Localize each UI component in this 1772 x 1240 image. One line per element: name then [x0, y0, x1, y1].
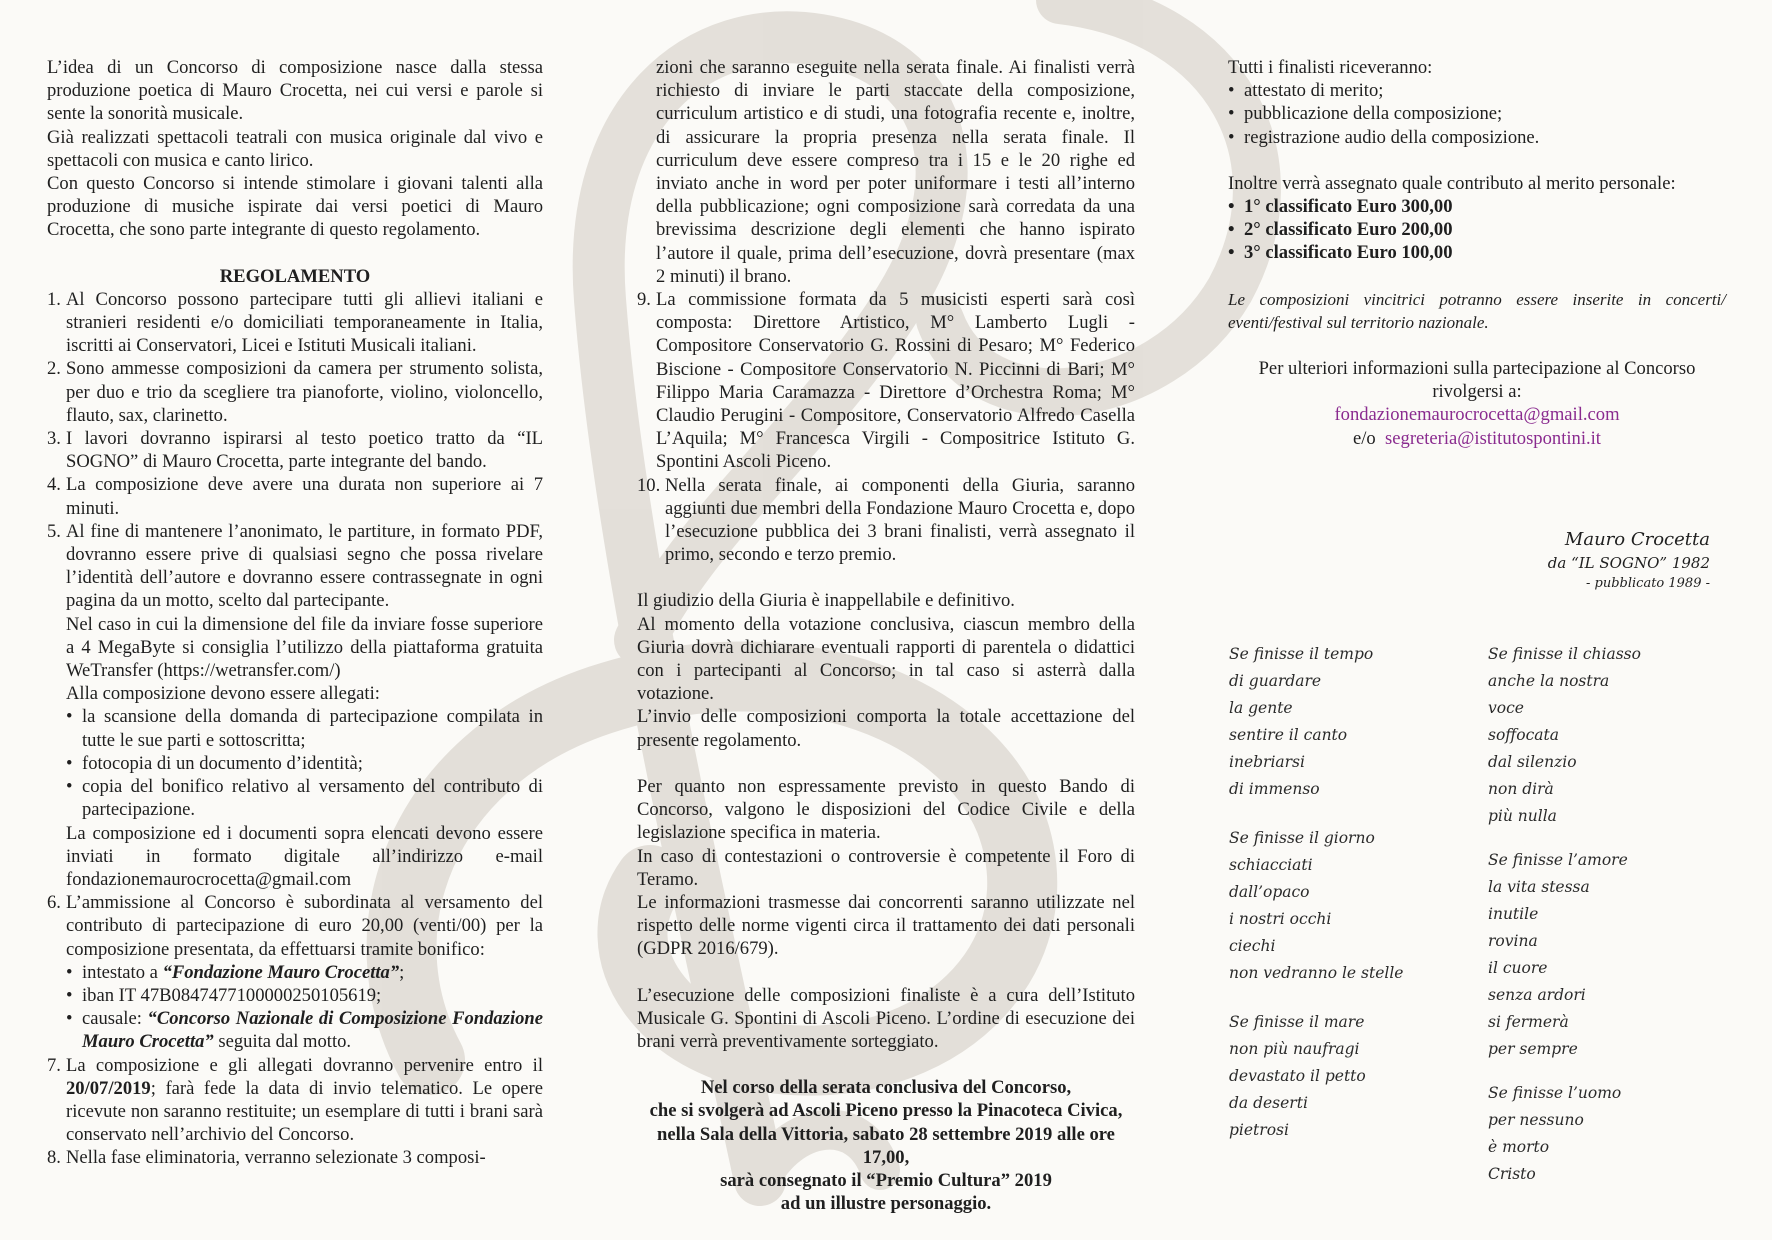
poem-column-right: [1488, 641, 1641, 1205]
list-item: • pubblicazione della composizione;: [1228, 103, 1503, 125]
rule-item: 9. La commissione formata da 5 musicisti esperti sarà così composta: Direttore Artistico, M° Lamberto Lugli - Compositore Conservatorio G. Rossini di Pesaro; M° Federico Biscione - Compositore Conservatorio N. Piccinni di Bari; M° Filippo Maria Caramazza - Direttore d’Orchestra Roma; M° Claudio Perugini - Compositore, Conservatorio Alfredo Casella L’Aquila; M° Francesca Virgili - Compositrice Istituto G. Spontini Ascoli Piceno.: [637, 289, 1135, 473]
poem-author: Mauro Crocetta: [1564, 529, 1710, 550]
list-item: • la scansione della domanda di partecipazione compilata in tutte le sue parti e sottoscritta;: [66, 706, 543, 751]
closing-announcement: Nel corso della serata conclusiva del Concorso, che si svolgerà ad Ascoli Piceno presso la Pinacoteca Civica, nella Sala della Vittoria, sabato 28 settembre 2019 alle ore 17,00, sarà consegnato il “Premio Cultura” 2019 ad un illustre personaggio.: [649, 1077, 1123, 1215]
list-item: • iban IT 47B0847477100000250105619;: [66, 984, 382, 1006]
poem-column-left: [1229, 641, 1403, 1161]
intro-paragraph: L’idea di un Concorso di composizione nasce dalla stessa produzione poetica di Mauro Crocetta, nei cui versi e parole si sente la sonorità musicale.: [47, 57, 543, 125]
rule-item: 8. Nella fase eliminatoria, verranno selezionate 3 composi-: [47, 1147, 486, 1169]
paragraph: Il giudizio della Giuria è inappellabile e definitivo.: [637, 590, 1015, 612]
paragraph: L’invio delle composizioni comporta la totale accettazione del presente regolamento.: [637, 706, 1135, 751]
email-link-segreteria[interactable]: segreteria@istitutospontini.it: [1385, 427, 1601, 449]
info-line: rivolgersi a:: [1432, 381, 1522, 403]
poem-stanza: Se finisse il tempo di guardare la gente sentire il canto inebriarsi di immenso: [1229, 645, 1374, 798]
list-item: • causale: “Concorso Nazionale di Composizione Fondazione Mauro Crocetta” seguita dal motto.: [66, 1008, 543, 1053]
list-item: • copia del bonifico relativo al versamento del contributo di partecipazione.: [66, 776, 543, 821]
poem-credit: [1480, 528, 1710, 594]
poem-stanza: Se finisse l’amore la vita stessa inutile rovina il cuore senza ardori si fermerà per sempre: [1488, 851, 1628, 1058]
paragraph: Al momento della votazione conclusiva, ciascun membro della Giuria dovrà dichiarare eventuali rapporti di parentela o didattici con i partecipanti al Concorso; in tal caso si asterrà dalla votazione.: [637, 613, 1135, 705]
regolamento-heading: REGOLAMENTO: [219, 265, 371, 287]
poem-published: - pubblicato 1989 -: [1585, 576, 1710, 591]
email-line: e/o segreteria@istitutospontini.it: [1353, 427, 1601, 449]
finalists-list: [1228, 79, 1726, 149]
list-item: • fotocopia di un documento d’identità;: [66, 752, 363, 774]
poem-stanza: Se finisse l’uomo per nessuno è morto Cristo: [1488, 1084, 1622, 1183]
winners-note: Le composizioni vincitrici potranno essere inserite in concerti/ eventi/festival sul territorio nazionale.: [1228, 289, 1726, 332]
rule-item: 5. Al fine di mantenere l’anonimato, le partiture, in formato PDF, dovranno essere prive di qualsiasi segno che possa rivelare l’identità dell’autore e dovranno essere contrassegnate in ogni pagina da un motto, scelto dal partecipante. Nel caso in cui la dimensione del file da inviare fosse superiore a 4 MegaByte si consiglia l’utilizzo della piattaforma gratuita WeTransfer (https://wetransfer.com/) Alla composizione devono essere allegati: • la scansione della domanda di partecipazione compilata in tutte le sue parti e sottoscritta; • fotocopia di un documento d’identità; • copia del bonifico relativo al versamento del contributo di partecipazione. La composizione ed i documenti sopra elencati devono essere inviati in formato digitale all’indirizzo e-mail fondazionemaurocrocetta@gmail.com: [47, 520, 543, 890]
rules-list-continued: [637, 56, 1135, 566]
paragraph: Per quanto non espressamente previsto in questo Bando di Concorso, valgono le disposizioni del Codice Civile e della legislazione specifica in materia.: [637, 775, 1135, 844]
paragraph: L’esecuzione delle composizioni finaliste è a cura dell’Istituto Musicale G. Spontini di Ascoli Piceno. L’ordine di esecuzione dei brani verrà preventivamente sorteggiato.: [637, 984, 1135, 1052]
list-item: • 1° classificato Euro 300,00: [1228, 196, 1453, 218]
list-item: • registrazione audio della composizione.: [1228, 126, 1540, 148]
rule-item: 1. Al Concorso possono partecipare tutti gli allievi italiani e stranieri residenti e/o domiciliati temporaneamente in Italia, iscritti ai Conservatori, Licei e Istituti Musicali italiani.: [47, 288, 543, 357]
payment-list: [66, 961, 543, 1054]
intro-paragraph: Con questo Concorso si intende stimolare i giovani talenti alla produzione di musiche ispirate dai versi poetici di Mauro Crocetta, che sono parte integrante di questo regolamento.: [47, 173, 543, 241]
list-item: • 3° classificato Euro 100,00: [1228, 242, 1453, 264]
rule-item: 7. La composizione e gli allegati dovranno pervenire entro il 20/07/2019; farà fede la data di invio telematico. Le opere ricevute non saranno restituite; un esemplare di tutti i brani sarà conservato nell’archivio del Concorso.: [47, 1054, 543, 1146]
rule-item: 3. I lavori dovranno ispirarsi al testo poetico tratto da “IL SOGNO” di Mauro Crocetta, parte integrante del bando.: [47, 428, 543, 473]
paragraph: Le informazioni trasmesse dai concorrenti saranno utilizzate nel rispetto delle norme vigenti circa il trattamento dei dati personali (GDPR 2016/679).: [637, 891, 1135, 960]
rules-list: [47, 288, 543, 1170]
poem-stanza: Se finisse il giorno schiacciati dall’opaco i nostri occhi ciechi non vedranno le stelle: [1229, 829, 1404, 982]
list-item: • 2° classificato Euro 200,00: [1228, 219, 1453, 241]
email-link-fondazione[interactable]: fondazionemaurocrocetta@gmail.com: [1334, 404, 1620, 426]
paragraph: In caso di contestazioni o controversie è competente il Foro di Teramo.: [637, 845, 1135, 890]
intro-paragraph: Già realizzati spettacoli teatrali con musica originale dal vivo e spettacoli con musica e canto lirico.: [47, 126, 543, 171]
list-item: • attestato di merito;: [1228, 80, 1384, 102]
rule-item: 6. L’ammissione al Concorso è subordinata al versamento del contributo di partecipazione di euro 20,00 (venti/00) per la composizione presentata, da effettuarsi tramite bonifico: • intestato a “Fondazione Mauro Crocetta”; • iban IT 47B0847477100000250105619; • causale: “Concorso Nazionale di Composizione Fondazione Mauro Crocetta” seguita dal motto.: [47, 892, 543, 1053]
poem-source: da “IL SOGNO” 1982: [1547, 554, 1710, 572]
poem-stanza: Se finisse il mare non più naufragi devastato il petto da deserti pietrosi: [1229, 1013, 1366, 1139]
finalists-intro: Tutti i finalisti riceveranno:: [1228, 57, 1433, 78]
rule-item: 10. Nella serata finale, ai componenti della Giuria, saranno aggiunti due membri della Fondazione Mauro Crocetta e, dopo l’esecuzione pubblica dei 3 brani finalisti, verrà assegnato il primo, secondo e terzo premio.: [637, 474, 1135, 566]
prizes-list: [1228, 195, 1726, 265]
prizes-intro: Inoltre verrà assegnato quale contributo al merito personale:: [1228, 172, 1676, 194]
column-middle: [637, 56, 1135, 1215]
list-item: • intestato a “Fondazione Mauro Crocetta”;: [66, 961, 405, 983]
column-right: [1228, 56, 1726, 450]
poem-stanza: Se finisse il chiasso anche la nostra voce soffocata dal silenzio non dirà più nulla: [1488, 645, 1641, 825]
rule-item: 4. La composizione deve avere una durata non superiore ai 7 minuti.: [47, 474, 543, 519]
attachments-list: [66, 705, 543, 821]
info-line: Per ulteriori informazioni sulla partecipazione al Concorso: [1258, 358, 1696, 380]
rule-item: 2. Sono ammesse composizioni da camera per strumento solista, per duo e trio da scegliere tra pianoforte, violino, violoncello, flauto, sax, clarinetto.: [47, 358, 543, 426]
column-left: [47, 56, 543, 1170]
rule-item: zioni che saranno eseguite nella serata finale. Ai finalisti verrà richiesto di inviare le parti staccate della composizione, curriculum artistico e di studi, una fotografia recente e, inoltre, di assicurare la propria presenza nella serata finale. Il curriculum deve essere compreso tra i 15 e le 20 righe ed inviato anche in word per poter uniformare i testi all’interno della pubblicazione; ogni composizione sarà corredata da una brevissima descrizione degli elementi che hanno ispirato l’autore il quale, prima dell’esecuzione, dovrà presentare (max 2 minuti) il brano.: [656, 57, 1135, 287]
